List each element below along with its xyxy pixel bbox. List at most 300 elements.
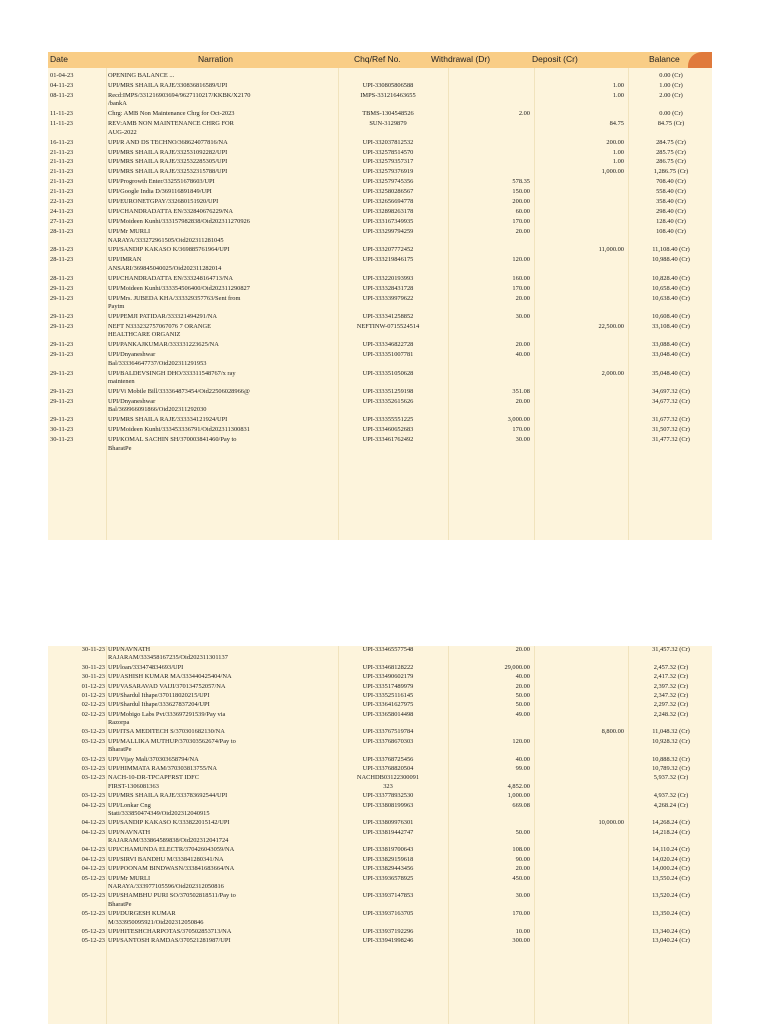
transaction-ref [340,341,436,349]
transaction-row [48,198,712,206]
balance-amount: 11,108.40 (Cr) [652,246,690,254]
transaction-narration [108,819,288,827]
column-header-narration: Narration [198,54,233,64]
ref-line: UPI-333352615626 [362,397,414,405]
transaction-narration [108,275,288,283]
transaction-row [48,664,712,672]
balance-amount: 11,048.32 (Cr) [652,728,690,736]
balance-amount: 2,397.32 (Cr) [653,682,689,690]
transaction-row [48,370,712,387]
withdrawal-amount: 50.00 [515,701,530,709]
withdrawal-amount: 3,000.00 [507,416,530,424]
ref-line: UPI-333299794259 [362,228,414,236]
transaction-ref [340,351,436,359]
transaction-narration [108,208,288,216]
ref-line: UPI-333465577548 [362,646,414,653]
withdrawal-amount: 30.00 [515,892,530,900]
withdrawal-amount: 450.00 [512,874,530,882]
ref-line: NEFTINW-0715524514 [356,322,420,330]
balance-amount: 14,000.24 (Cr) [652,865,690,873]
narration-line: UPI/ASHISH KUMAR MA/333440425404/NA [108,673,232,681]
transaction-narration [108,323,288,340]
transaction-narration [108,856,288,864]
withdrawal-amount: 90.00 [515,855,530,863]
transaction-row [48,875,712,892]
transaction-row [48,110,712,118]
narration-line: UPI/POONAM BINDWASN/333841683664/NA [108,865,235,873]
ref-line: UPI-333339979622 [362,294,414,302]
balance-amount: 358.40 (Cr) [656,198,686,206]
transaction-ref [340,285,436,293]
transaction-ref [340,692,436,700]
transaction-date: 21-11-23 [50,188,74,196]
column-header-withdrawal: Withdrawal (Dr) [431,54,491,64]
transaction-narration [108,198,288,206]
transaction-narration [108,774,288,791]
ref-line: UPI-333829443456 [362,865,414,873]
balance-amount: 10,789.32 (Cr) [652,765,690,772]
transaction-narration [108,765,288,773]
transaction-ref [340,892,436,900]
narration-line: UPI/SHAMBHU PURI SO/370502818511/Pay to [108,892,236,900]
transaction-ref [340,792,436,800]
transaction-row [48,139,712,147]
ref-line: UPI-332578514570 [362,148,414,156]
transaction-narration [108,892,288,909]
transaction-date: 05-12-23 [81,874,105,882]
transaction-ref [340,388,436,396]
narration-line: RAJARAM/333458167235/Oid202311301137 [108,654,228,662]
transaction-ref [340,774,436,791]
ref-line: UPI-333808199963 [362,801,414,809]
balance-amount: 1,286.75 (Cr) [653,168,689,176]
column-header-deposit: Deposit (Cr) [532,54,578,64]
balance-amount: 31,507.32 (Cr) [652,426,690,434]
transaction-row [48,228,712,245]
ref-line: NACHDB03122300091 [356,774,420,782]
ref-line: UPI-333351050628 [362,369,414,377]
transaction-narration [108,388,288,396]
ref-line: UPI-333525116145 [362,691,414,699]
balance-amount: 33,108.40 (Cr) [652,322,690,330]
balance-amount: 13,340.24 (Cr) [652,927,690,935]
narration-line: UPI/Mr MURLI [108,874,151,882]
transaction-date: 29-11-23 [50,397,74,405]
transaction-narration [108,285,288,293]
balance-amount: 33,088.40 (Cr) [652,341,690,349]
narration-line: UPI/Progrowth Enter/332551678603/UPI [108,178,215,186]
transaction-date: 29-11-23 [50,387,74,395]
balance-amount: 33,048.40 (Cr) [652,351,690,359]
balance-amount: 13,550.24 (Cr) [652,874,690,882]
ref-line: UPI-332037812532 [362,138,414,146]
ref-line: IMPS-331216463655 [360,91,416,99]
narration-line: Stati/333850474349/Oid202312040915 [108,809,210,817]
transaction-ref [340,856,436,864]
transaction-row [48,158,712,166]
transaction-ref [340,323,436,331]
transaction-date: 03-12-23 [81,728,105,736]
narration-line: BharatPe [108,746,132,754]
balance-amount: 284.75 (Cr) [656,138,686,146]
balance-amount: 128.40 (Cr) [656,218,686,226]
transaction-date: 01-12-23 [81,691,105,699]
balance-amount: 13,520.24 (Cr) [652,892,690,900]
withdrawal-amount: 50.00 [515,828,530,836]
transaction-narration [108,738,288,755]
deposit-amount: 1.00 [612,148,624,156]
withdrawal-amount: 20.00 [515,228,530,236]
balance-amount: 10,888.32 (Cr) [652,755,690,763]
ref-line: UPI-332898263178 [362,208,414,216]
transaction-narration [108,139,288,147]
ref-line: UPI-333829159618 [362,855,414,863]
transaction-ref [340,664,436,672]
withdrawal-amount: 300.00 [512,937,530,945]
balance-amount: 2,248.32 (Cr) [653,710,689,718]
transaction-row [48,829,712,846]
withdrawal-amount: 40.00 [515,755,530,763]
ref-line: UPI-333658014498 [362,710,414,718]
narration-line: UPI/PEMJI PATIDAR/333321494291/NA [108,313,217,320]
transaction-narration [108,158,288,166]
balance-amount: 84.75 (Cr) [657,120,685,128]
transaction-ref [340,295,436,303]
transaction-narration [108,829,288,846]
ref-line: UPI-330805806588 [362,81,414,89]
transaction-row [48,673,712,681]
transaction-narration [108,188,288,196]
transaction-date: 29-11-23 [50,284,74,292]
narration-line: FIRST-1306081363 [108,782,159,790]
ref-line: UPI-333936578925 [362,874,414,882]
ref-line: UPI-333351259198 [362,387,414,395]
narration-line: HEALTHCARE ORGANIZ [108,331,181,339]
narration-line: UPI/Vi Mobile Bill/333364873454/Oid22506028966@ [108,387,250,395]
transaction-ref [340,673,436,681]
withdrawal-amount: 170.00 [512,218,530,226]
balance-amount: 10,988.40 (Cr) [652,256,690,264]
narration-line: UPI/Mobigo Labs Pvt/333697291539/Pay via [108,710,226,718]
narration-line: OPENING BALANCE ... [108,72,175,79]
withdrawal-amount: 2.00 [518,110,530,118]
narration-line: UPI/EURONETGPAY/332680151920/UPI [108,198,219,206]
transaction-date: 29-11-23 [50,341,74,349]
transaction-date: 30-11-23 [81,663,105,671]
transaction-ref [340,198,436,206]
withdrawal-amount: 4,852.00 [507,782,530,790]
transaction-narration [108,928,288,936]
transaction-date: 05-12-23 [81,927,105,935]
ref-line: UPI-332579745356 [362,178,414,186]
withdrawal-amount: 669.08 [512,801,530,809]
narration-line: UPI/DURGESH KUMAR [108,910,176,918]
transaction-row [48,765,712,773]
transaction-ref [340,701,436,709]
transaction-date: 04-12-23 [81,801,105,809]
transaction-row [48,774,712,791]
ref-line: UPI-333768725456 [362,755,414,763]
transaction-date: 28-11-23 [50,274,74,282]
narration-line: UPI/SANTOSH RAMDAS/370521281987/UPI [108,937,231,945]
transaction-date: 11-11-23 [50,120,73,128]
narration-line: NACH-10-DR-TPCAPFRST IDFC [108,774,199,782]
narration-line: UPI/Moideen Kunhi/333453336791/Oid202311300831 [108,426,250,434]
narration-line: /bankA [108,100,127,108]
deposit-amount: 10,000.00 [598,819,624,827]
transaction-row [48,910,712,927]
transaction-row [48,683,712,691]
transaction-row [48,802,712,819]
narration-line: UPI/CHAMUNDA ELECTR/370426043059/NA [108,846,235,854]
transaction-row [48,323,712,340]
transaction-ref [340,313,436,321]
ref-line: UPI-333346822728 [362,341,414,349]
transaction-row [48,256,712,273]
transaction-date: 29-11-23 [50,351,74,359]
narration-line: UPI/MRS SHAILA RAJE/333783692544/UPI [108,792,228,800]
transaction-row [48,701,712,709]
balance-amount: 2,347.32 (Cr) [653,691,689,699]
balance-amount: 0.00 (Cr) [659,110,683,118]
transaction-narration [108,341,288,349]
balance-amount: 2,417.32 (Cr) [653,673,689,681]
ref-line: UPI-333767519784 [362,728,414,736]
ref-line: UPI-333937192296 [362,927,414,935]
transaction-row [48,819,712,827]
balance-amount: 31,457.32 (Cr) [652,646,690,653]
transaction-date: 08-11-23 [50,91,74,99]
transaction-date: 21-11-23 [50,158,74,166]
transaction-narration [108,426,288,434]
balance-amount: 31,477.32 (Cr) [652,436,690,444]
column-header-ref: Chq/Ref No. [354,54,401,64]
ref-line: UPI-332579357317 [362,158,414,166]
balance-amount: 298.40 (Cr) [656,208,686,216]
transaction-date: 05-12-23 [81,910,105,918]
transaction-row [48,188,712,196]
transaction-row [48,285,712,293]
transaction-row [48,711,712,728]
transaction-row [48,178,712,186]
transaction-date: 03-12-23 [81,737,105,745]
transaction-date: 24-11-23 [50,208,74,216]
deposit-amount: 1.00 [612,81,624,89]
balance-amount: 13,040.24 (Cr) [652,937,690,945]
transaction-date: 03-12-23 [81,765,105,772]
transaction-ref [340,436,436,444]
transaction-ref [340,738,436,746]
transaction-date: 05-12-23 [81,937,105,945]
header-corner-tab [688,52,712,68]
transaction-date: 29-11-23 [50,369,74,377]
narration-line: UPI/VASARAVAD VAIJI/370134752057/NA [108,682,226,690]
withdrawal-amount: 30.00 [515,436,530,444]
transaction-row [48,351,712,368]
transaction-ref [340,802,436,810]
narration-line: Bal/333364647737/Oid202311291953 [108,359,207,367]
ref-line: UPI-333351007781 [362,351,414,359]
transaction-narration [108,398,288,415]
transaction-ref [340,92,436,100]
narration-line: UPI/IMRAN [108,256,142,264]
transaction-date: 21-11-23 [50,168,74,176]
transaction-narration [108,692,288,700]
statement-table-header [48,52,712,68]
transaction-date: 21-11-23 [50,148,74,156]
transaction-row [48,218,712,226]
withdrawal-amount: 30.00 [515,313,530,320]
statement-table-page-1 [48,68,712,540]
balance-amount: 558.40 (Cr) [656,188,686,196]
transaction-row [48,892,712,909]
transaction-date: 02-12-23 [81,710,105,718]
narration-line: Razorpa [108,719,130,727]
deposit-amount: 1.00 [612,158,624,166]
ref-line: UPI-332656694778 [362,198,414,206]
transaction-narration [108,664,288,672]
ref-line: UPI-333468128222 [362,663,414,671]
narration-line: UPI/MRS SHAILA RAJE/332532315788/UPI [108,168,228,176]
withdrawal-amount: 170.00 [512,910,530,918]
withdrawal-amount: 20.00 [515,341,530,349]
narration-line: UPI/HITESHCHARPOTAS/370502853713/NA [108,927,232,935]
narration-line: UPI/R AND DS TECHNO/368624077816/NA [108,138,228,146]
narration-line: UPI/MRS SHAILA RAJE/332531092282/UPI [108,148,228,156]
narration-line: UPI/ITSA MEDITECH S/370301682130/NA [108,728,225,736]
ref-line: UPI-333220193993 [362,274,414,282]
transaction-narration [108,72,288,80]
transaction-ref [340,120,436,128]
ref-line: UPI-333328431728 [362,284,414,292]
transaction-ref [340,139,436,147]
narration-line: NEFT N333232757067076 7 ORANGE [108,322,212,330]
ref-line: SUN-3129879 [369,120,407,128]
transaction-ref [340,370,436,378]
transaction-date: 04-12-23 [81,865,105,873]
transaction-date: 04-12-23 [81,828,105,836]
transaction-narration [108,802,288,819]
transaction-ref [340,646,436,654]
transaction-narration [108,646,288,663]
transaction-row [48,168,712,176]
narration-line: UPI/Shardul Ithape/370118020215/UPI [108,691,210,699]
withdrawal-amount: 20.00 [515,294,530,302]
transaction-narration [108,313,288,321]
narration-line: BharatPe [108,900,132,908]
transaction-row [48,295,712,312]
transaction-row [48,856,712,864]
transaction-narration [108,436,288,453]
narration-line: UPI/KOMAL SACHIN SH/370003841460/Pay to [108,436,237,444]
transaction-ref [340,865,436,873]
transaction-date: 30-11-23 [81,646,105,653]
transaction-ref [340,875,436,883]
transaction-row [48,692,712,700]
balance-amount: 2,457.32 (Cr) [653,663,689,671]
deposit-amount: 11,000.00 [598,246,624,254]
ref-line: UPI-333768670303 [362,737,414,745]
transaction-narration [108,701,288,709]
transaction-narration [108,256,288,273]
transaction-narration [108,683,288,691]
narration-line: REV:AMB NON MAINTENANCE CHRG FOR [108,120,234,128]
ref-line: UPI-333809976301 [362,819,414,827]
transaction-date: 04-12-23 [81,846,105,854]
narration-line: UPI/MRS SHAILA RAJE/332532285305/UPI [108,158,228,166]
narration-line: UPI/CHANDRADATTA EN/333248164713/NA [108,274,233,282]
narration-line: UPI/Google India D/369116891849/UPI [108,188,212,196]
deposit-amount: 2,000.00 [601,369,624,377]
transaction-row [48,756,712,764]
transaction-date: 30-11-23 [50,436,74,444]
transaction-row [48,738,712,755]
narration-line: UPI/Dnyaneshwar [108,397,156,405]
transaction-narration [108,228,288,245]
withdrawal-amount: 50.00 [515,691,530,699]
balance-amount: 4,937.32 (Cr) [653,792,689,800]
withdrawal-amount: 60.00 [515,208,530,216]
transaction-row [48,82,712,90]
transaction-date: 04-12-23 [81,819,105,827]
narration-line: M/333950095921/Oid202312050846 [108,918,204,926]
narration-line: UPI/Shardul Ithape/333627837204/UPI [108,701,210,709]
ref-line: UPI-333641627975 [362,701,414,709]
transaction-narration [108,846,288,854]
transaction-narration [108,875,288,892]
transaction-ref [340,711,436,719]
narration-line: UPI/MRS SHAILA RAJE/330836816589/UPI [108,81,228,89]
transaction-row [48,728,712,736]
transaction-narration [108,218,288,226]
transaction-narration [108,351,288,368]
narration-line: UPI/PANKAJKUMAR/333331223625/NA [108,341,219,349]
transaction-narration [108,865,288,873]
ref-line: UPI-333517489979 [362,682,414,690]
transaction-ref [340,937,436,945]
narration-line: RAJARAM/333864589838/Oid202312041724 [108,837,229,845]
ref-line: UPI-333355551225 [362,416,414,424]
ref-line: UPI-333341258852 [362,313,414,320]
transaction-ref [340,158,436,166]
narration-line: UPI/BALDEVSINGH DHO/333311548767/x ray [108,369,236,377]
withdrawal-amount: 200.00 [512,198,530,206]
transaction-row [48,928,712,936]
narration-line: UPI/CHANDRADATTA EN/332840676229/NA [108,208,233,216]
ref-line: UPI-333937147853 [362,892,414,900]
narration-line: UPI/NAVNATH [108,828,151,836]
withdrawal-amount: 120.00 [512,256,530,264]
narration-line: UPI/NAVNATH [108,646,151,653]
ref-line: 323 [383,782,393,790]
transaction-narration [108,673,288,681]
balance-amount: 2,297.32 (Cr) [653,701,689,709]
deposit-amount: 8,800.00 [601,728,624,736]
transaction-date: 02-12-23 [81,701,105,709]
ref-line: UPI-333778932530 [362,792,414,800]
transaction-date: 28-11-23 [50,246,74,254]
narration-line: UPI/SANDIP KAKASO K/369885761964/UPI [108,246,230,254]
transaction-date: 04-11-23 [50,81,74,89]
transaction-narration [108,416,288,424]
narration-line: Bal/369966091866/Oid202311292030 [108,406,207,414]
balance-amount: 10,608.40 (Cr) [652,313,690,320]
withdrawal-amount: 120.00 [512,737,530,745]
narration-line: UPI/HIMMATA RAM/370303813755/NA [108,765,218,772]
statement-table-page-2 [48,646,712,1024]
transaction-row [48,426,712,434]
balance-amount: 286.75 (Cr) [656,158,686,166]
